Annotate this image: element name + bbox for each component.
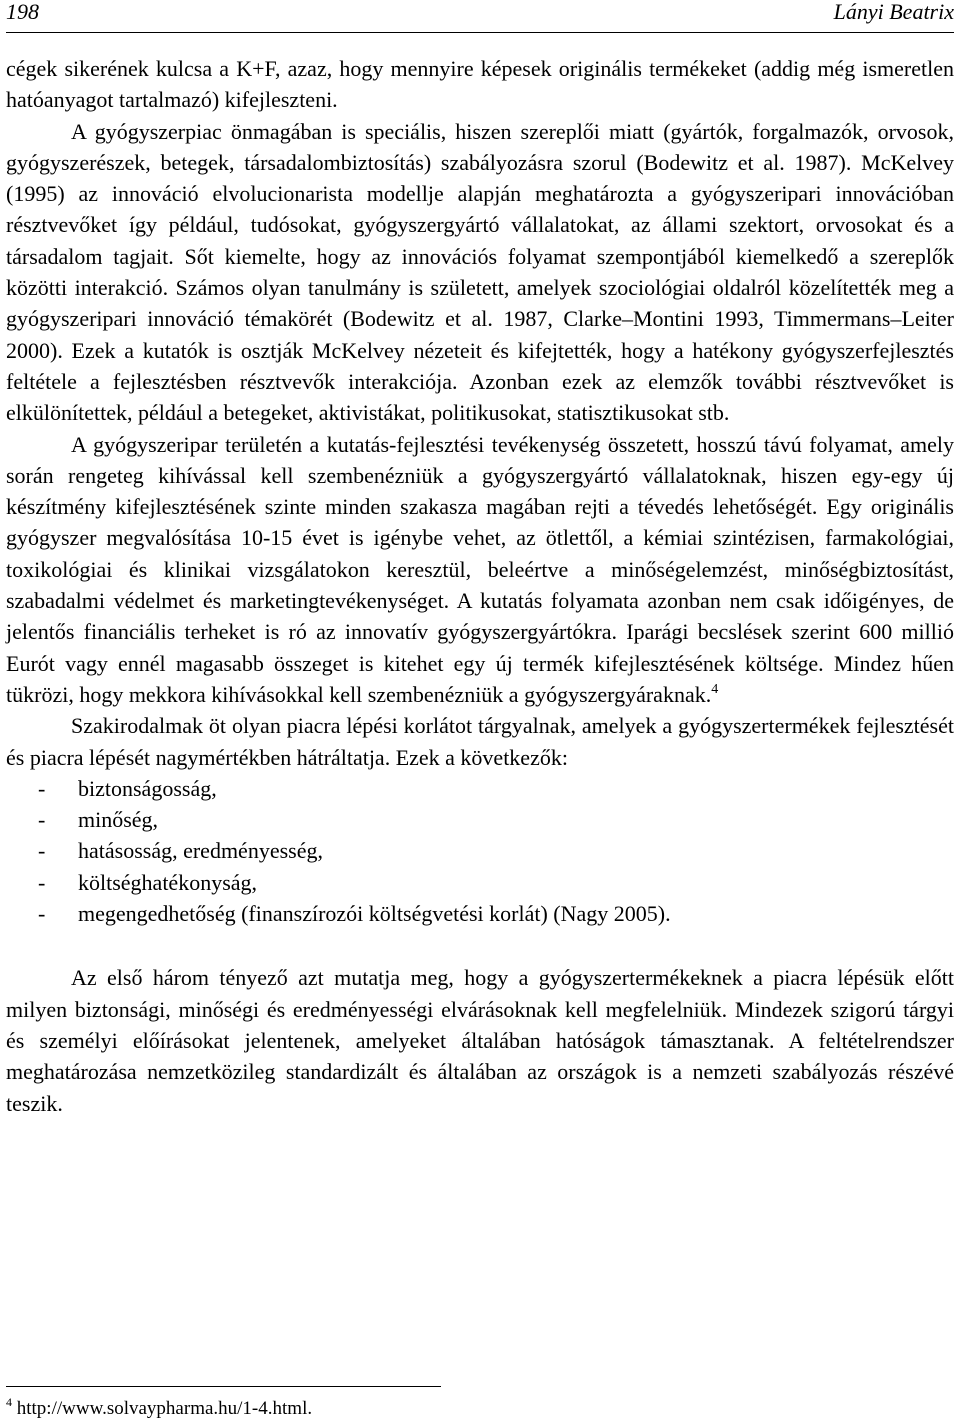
list-item-text: költséghatékonyság, (78, 869, 258, 895)
list-dash: - (38, 901, 46, 927)
list-item (6, 804, 954, 835)
page-number: 198 (6, 0, 39, 24)
footnote-rule (6, 1386, 441, 1387)
list-item (6, 773, 954, 804)
footnote-number: 4 (6, 1395, 12, 1409)
footnote-reference: 4 (711, 681, 719, 697)
footnote (6, 1396, 312, 1422)
paragraph-4: Szakirodalmak öt olyan piacra lépési korlátot tárgyalnak, amelyek a gyógyszertermékek fejlesztését és piacra lépését nagymértékben hátráltatja. Ezek a következők: (6, 713, 954, 770)
list-item-text: biztonságosság, (78, 775, 217, 801)
list-item-text: hatásosság, eredményesség, (78, 838, 323, 864)
body-text (6, 53, 954, 1119)
footnote-url[interactable]: http://www.solvaypharma.hu/1-4.html. (16, 1398, 313, 1419)
barrier-list (6, 773, 954, 929)
list-item (6, 867, 954, 898)
paragraph-1: cégek sikerének kulcsa a K+F, azaz, hogy mennyire képesek originális termékeket (addig még ismeretlen hatóanyagot tartalmazó) kifejleszteni. (6, 56, 954, 113)
paragraph-3-text: A gyógyszeripar területén a kutatás-fejlesztési tevékenység összetett, hosszú távú folyamat, amely során rengeteg kihívással kell szembenézniük a gyógyszergyártó vállalatoknak, hiszen egy-egy új készítmény kifejlesztésének szinte minden szakasza magában rejti a tévedés lehetőségét. Egy originális gyógyszer megvalósítása 10-15 évet is igénybe vehet, az ötlettől, a kémiai szintézisen, farmakológiai, toxikológiai és klinikai vizsgálatokon keresztül, beleértve a minőségelemzést, minőségbiztosítást, szabadalmi védelmet és marketingtevékenységet. A kutatás folyamata azonban nem csak időigényes, de jelentős financiális terheket is ró az innovatív gyógyszergyártókra. Iparági becslések szerint 600 millió Eurót vagy ennél magasabb összeget is kitehet egy új termék kifejlesztésének költsége. Mindez hűen tükrözi, hogy mekkora kihívásokkal kell szembenézniük a gyógyszergyáraknak. (6, 431, 954, 707)
paragraph-5: Az első három tényező azt mutatja meg, hogy a gyógyszertermékeknek a piacra lépésük előtt milyen biztonsági, minőségi és eredményességi elvárásoknak kell megfelelniük. Mindezek szigorú tárgyi és személyi előírásokat jelentenek, amelyeket általában hatóságok támasztanak. A feltételrendszer meghatározása nemzetközileg standardizált és általában az országok is a nemzeti szabályozás részévé teszik. (6, 965, 954, 1116)
list-dash: - (38, 775, 46, 801)
paragraph-2: A gyógyszerpiac önmagában is speciális, hiszen szereplői miatt (gyártók, forgalmazók, orvosok, gyógyszerészek, betegek, társadalombiztosítás) szabályozásra szorul (Bodewitz et al. 1987). McKelvey (1995) az innováció elvolucionarista modellje alapján meghatározta a gyógyszeripari innovációban résztvevőket így például, tudósokat, gyógyszergyártó vállalatokat, az állami szektort, orvosokat és a társadalom tagjait. Sőt kiemelte, hogy az innovációs folyamat szempontjából kiemelkedő a szereplők közötti interakció. Számos olyan tanulmány is született, amelyek szociológiai oldalról közelítették meg a gyógyszeripari innováció témakörét (Bodewitz et al. 1987, Clarke–Montini 1993, Timmermans–Leiter 2000). Ezek a kutatók is osztják McKelvey nézeteit és kifejtették, hogy a hatékony gyógyszerfejlesztés feltétele a fejlesztésben résztvevők interakciója. Azonban ezek az elemzők további résztvevőket is elkülönítettek, például a betegeket, aktivistákat, politikusokat, statisztikusokat stb. (6, 118, 954, 426)
running-header (6, 0, 954, 28)
list-item (6, 898, 954, 929)
header-rule (6, 32, 954, 33)
running-header-author: Lányi Beatrix (833, 0, 954, 24)
list-item (6, 835, 954, 866)
paragraph-3 (6, 429, 954, 711)
list-item-text: megengedhetőség (finanszírozói költségvetési korlát) (Nagy 2005). (78, 901, 671, 927)
list-dash: - (38, 807, 46, 833)
list-dash: - (38, 869, 46, 895)
list-dash: - (38, 838, 46, 864)
paragraph-gap (6, 929, 954, 962)
list-item-text: minőség, (78, 807, 159, 833)
